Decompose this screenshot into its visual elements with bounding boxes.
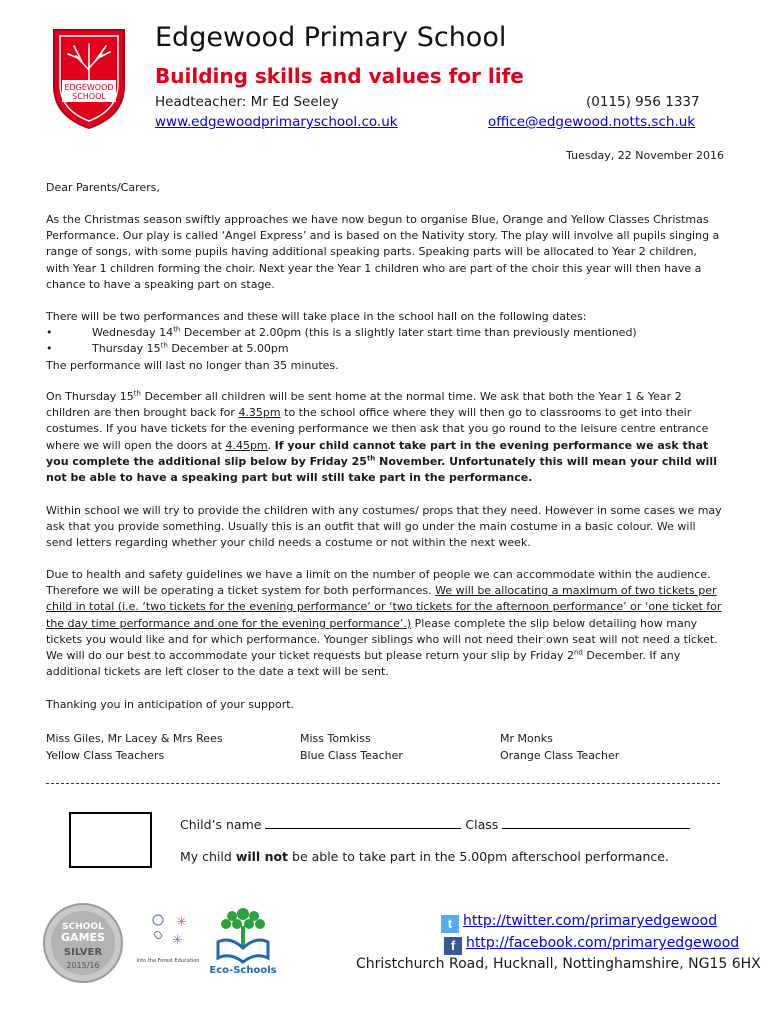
slip-statement: My child will not be able to take part in the 5.00pm afterschool performance. [180,849,669,864]
crest-text-1: EDGEWOOD [64,83,114,92]
forest-education-logo [132,906,204,966]
list-item: • Thursday 15th December at 5.00pm [46,341,722,357]
slip-name-row [180,817,690,832]
twitter-icon: t [441,915,459,933]
signature-role: Blue Class Teacher [300,749,403,762]
performance-duration: The performance will last no longer than 35 minutes. [46,358,339,372]
school-name: Edgewood Primary School [155,22,507,53]
signature-role: Orange Class Teacher [500,749,620,762]
crest-text-2: SCHOOL [72,92,106,101]
class-label: Class [465,817,499,832]
cut-line [46,783,720,784]
signature-name: Miss Giles, Mr Lacey & Mrs Rees [46,732,223,745]
eco-schools-logo [208,902,278,976]
twitter-link: http://twitter.com/primaryedgewood [463,913,718,929]
signature-role: Yellow Class Teachers [46,749,165,762]
facebook-link: http://facebook.com/primaryedgewood [466,935,740,951]
letter-date: Tuesday, 22 November 2016 [566,149,724,162]
svg-text:GAMES: GAMES [61,931,105,944]
svg-text:2015/16: 2015/16 [66,961,100,970]
svg-text:SCHOOL: SCHOOL [62,922,104,932]
school-crest-logo [48,24,130,132]
svg-text:Into the Forest Education: Into the Forest Education [136,958,200,964]
school-address: Christchurch Road, Hucknall, Nottinghamshire, NG15 6HX [356,956,761,972]
signature-name: Mr Monks [500,732,553,745]
paragraph-intro: As the Christmas season swiftly approaches we have now begun to organise Blue, Orange and Yellow Classes Christmas Performance. Our play is called ‘Angel Express’ and is based on the Nativity story. The play will involve all pupils singing a range of songs, with some pupils having additional speaking parts. Speaking parts will be allocated to Year 2 children, with Year 1 children forming the choir. Next year the Year 1 children who are part of the choir this year will then have a chance to have a speaking part on stage. [46,213,720,291]
performances-section [46,309,722,374]
svg-text:SILVER: SILVER [63,947,103,958]
headteacher: Headteacher: Mr Ed Seeley [155,94,339,110]
salutation: Dear Parents/Carers, [46,181,160,194]
performance-dates-list [46,325,722,357]
phone-number: (0115) 956 1337 [586,94,700,110]
facebook-icon: f [444,937,462,955]
svg-text:✳: ✳ [176,915,187,930]
signature-yellow [46,730,223,764]
school-games-silver-logo [42,902,124,984]
website-link[interactable]: www.edgewoodprimaryschool.co.uk [155,114,398,130]
twitter-row[interactable] [441,913,717,933]
svg-text:✳: ✳ [172,933,183,948]
paragraph-tickets: Due to health and safety guidelines we have a limit on the number of people we can accommodate within the audience. Therefore we will be operating a ticket system for both performances. We will be allocating a maximum of two tickets per child in total (i.e. ‘two tickets for the evening performance’ or ‘two tickets for the afternoon performance’ or ‘one ticket for the day time performance and one for the evening performance’.) Please complete the slip below detailing how many tickets you would like and for which performance. Younger siblings who will not need their own seat will not need a ticket. We will do our best to accommodate your ticket requests but please return your slip by Friday 2nd December. If any additional tickets are left closer to the date a text will be sent. [46,568,722,679]
facebook-row[interactable] [444,935,739,955]
closing-line: Thanking you in anticipation of your support. [46,698,295,711]
signature-blue [300,730,403,764]
signature-orange [500,730,619,764]
email-link[interactable]: office@edgewood.notts.sch.uk [488,114,696,130]
performances-intro: There will be two performances and these will take place in the school hall on the following dates: [46,310,587,323]
school-tagline: Building skills and values for life [155,64,524,88]
list-item: • Wednesday 14th December at 2.00pm (this is a slightly later start time than previously mentioned) [46,325,722,341]
slip-checkbox[interactable] [69,812,152,868]
paragraph-thursday: On Thursday 15th December all children will be sent home at the normal time. We ask that both the Year 1 & Year 2 children are then brought back for 4.35pm to the school office where they will then go to classrooms to get into their costumes. If you have tickets for the evening performance we then ask that you go round to the leisure centre entrance where we will open the doors at 4.45pm. If your child cannot take part in the evening performance we ask that you complete the additional slip below by Friday 25th November. Unfortunately this will mean your child will not be able to have a speaking part but will still take part in the performance. [46,389,717,485]
childs-name-field[interactable] [265,817,461,829]
childs-name-label: Child’s name [180,817,262,832]
signature-name: Miss Tomkiss [300,732,371,745]
svg-text:Eco-Schools: Eco-Schools [209,965,277,976]
class-field[interactable] [502,817,690,829]
paragraph-costumes: Within school we will try to provide the children with any costumes/ props that they need. However in some cases we may ask that you provide something. Usually this is an outfit that will go under the main costume in a basic colour. We will send letters regarding whether your child needs a costume or not within the next week. [46,504,722,550]
